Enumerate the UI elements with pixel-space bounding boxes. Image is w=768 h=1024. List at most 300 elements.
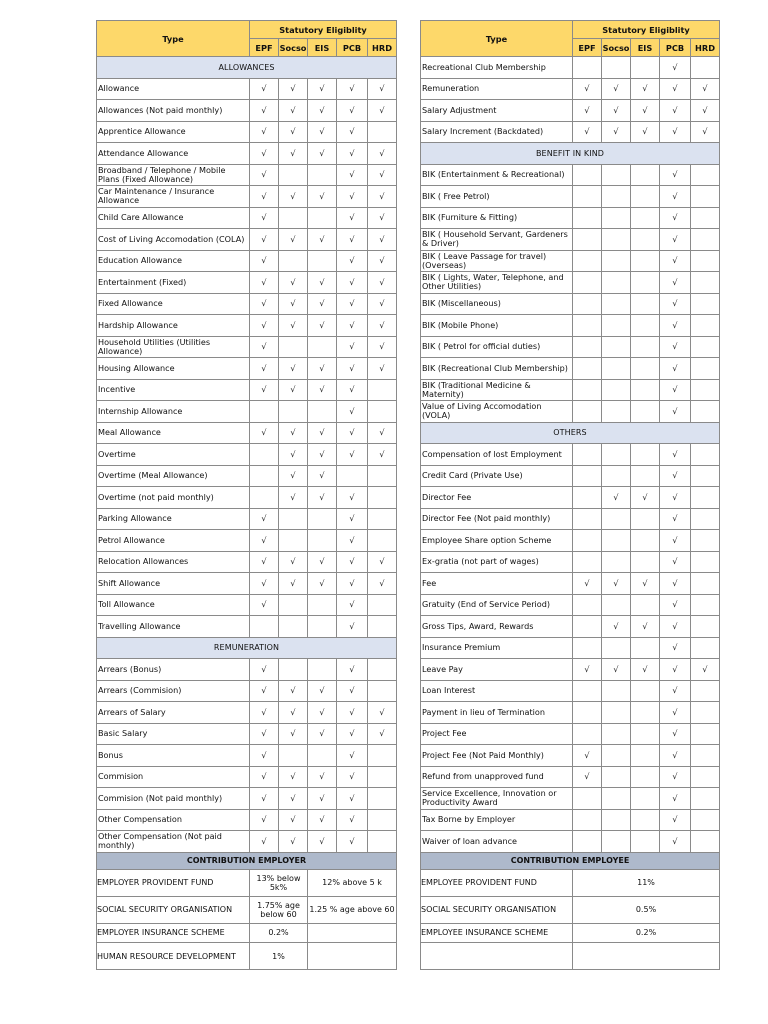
check-mark: √ xyxy=(660,229,691,251)
check-mark: √ xyxy=(573,100,602,122)
empty-cell xyxy=(631,702,660,724)
contribution-label: SOCIAL SECURITY ORGANISATION xyxy=(97,896,250,923)
row-type-label: BIK (Recreational Club Membership) xyxy=(421,358,573,380)
table-row xyxy=(421,229,720,251)
check-mark: √ xyxy=(660,788,691,810)
empty-cell xyxy=(279,207,308,229)
empty-cell xyxy=(279,745,308,767)
check-mark: √ xyxy=(631,121,660,143)
empty-cell xyxy=(602,831,631,853)
check-mark: √ xyxy=(660,594,691,616)
empty-cell xyxy=(573,508,602,530)
check-mark: √ xyxy=(660,530,691,552)
check-mark: √ xyxy=(660,358,691,380)
contribution-row xyxy=(421,943,720,970)
empty-cell xyxy=(631,680,660,702)
contribution-row xyxy=(421,923,720,943)
check-mark: √ xyxy=(279,766,308,788)
row-type-label: Recreational Club Membership xyxy=(421,57,573,79)
check-mark: √ xyxy=(337,573,368,595)
row-type-label: Incentive xyxy=(97,379,250,401)
table-row xyxy=(421,186,720,208)
left-eligibility-table xyxy=(96,20,397,970)
contribution-employee-title: CONTRIBUTION EMPLOYEE xyxy=(421,852,720,869)
contribution-label: EMPLOYEE INSURANCE SCHEME xyxy=(421,923,573,943)
check-mark: √ xyxy=(250,143,279,165)
table-row xyxy=(97,315,397,337)
right-table-body xyxy=(421,57,720,853)
check-mark: √ xyxy=(660,616,691,638)
empty-cell xyxy=(691,594,720,616)
row-type-label: Commision (Not paid monthly) xyxy=(97,788,250,810)
empty-cell xyxy=(573,293,602,315)
check-mark: √ xyxy=(250,723,279,745)
empty-cell xyxy=(631,551,660,573)
empty-cell xyxy=(631,229,660,251)
check-mark: √ xyxy=(660,745,691,767)
check-mark: √ xyxy=(250,831,279,853)
row-type-label: Cost of Living Accomodation (COLA) xyxy=(97,229,250,251)
empty-cell xyxy=(691,766,720,788)
empty-cell xyxy=(602,551,631,573)
contribution-label: EMPLOYER INSURANCE SCHEME xyxy=(97,923,250,943)
empty-cell xyxy=(308,508,337,530)
row-type-label: Waiver of loan advance xyxy=(421,831,573,853)
check-mark: √ xyxy=(660,336,691,358)
row-type-label: Petrol Allowance xyxy=(97,530,250,552)
check-mark: √ xyxy=(250,745,279,767)
empty-cell xyxy=(691,723,720,745)
contribution-value: 12% above 5 k xyxy=(308,869,397,896)
row-type-label: Toll Allowance xyxy=(97,594,250,616)
check-mark: √ xyxy=(279,680,308,702)
empty-cell xyxy=(573,207,602,229)
empty-cell xyxy=(691,186,720,208)
check-mark: √ xyxy=(660,207,691,229)
empty-cell xyxy=(308,659,337,681)
contribution-empty-cell xyxy=(308,923,397,943)
empty-cell xyxy=(368,401,397,423)
empty-cell xyxy=(368,465,397,487)
socso-header: Socso xyxy=(279,39,308,57)
row-type-label: Compensation of lost Employment xyxy=(421,444,573,466)
contribution-employer-title: CONTRIBUTION EMPLOYER xyxy=(97,852,397,869)
check-mark: √ xyxy=(250,680,279,702)
contribution-row xyxy=(97,923,397,943)
check-mark: √ xyxy=(279,100,308,122)
empty-cell xyxy=(368,659,397,681)
empty-cell xyxy=(602,530,631,552)
check-mark: √ xyxy=(250,250,279,272)
row-type-label: BIK (Furniture & Fitting) xyxy=(421,207,573,229)
check-mark: √ xyxy=(250,594,279,616)
check-mark: √ xyxy=(573,121,602,143)
contribution-employee-block xyxy=(421,852,720,970)
pcb-header: PCB xyxy=(337,39,368,57)
check-mark: √ xyxy=(573,659,602,681)
epf-header: EPF xyxy=(573,39,602,57)
empty-cell xyxy=(602,186,631,208)
row-type-label: Housing Allowance xyxy=(97,358,250,380)
check-mark: √ xyxy=(573,78,602,100)
table-row xyxy=(97,444,397,466)
empty-cell xyxy=(308,594,337,616)
table-row xyxy=(421,659,720,681)
empty-cell xyxy=(573,186,602,208)
empty-cell xyxy=(631,508,660,530)
check-mark: √ xyxy=(660,680,691,702)
empty-cell xyxy=(691,358,720,380)
row-type-label: Project Fee xyxy=(421,723,573,745)
empty-cell xyxy=(368,809,397,831)
section-row xyxy=(421,143,720,165)
check-mark: √ xyxy=(368,336,397,358)
check-mark: √ xyxy=(368,422,397,444)
empty-cell xyxy=(573,831,602,853)
row-type-label: BIK (Traditional Medicine & Maternity) xyxy=(421,379,573,401)
row-type-label: Car Maintenance / Insurance Allowance xyxy=(97,186,250,208)
row-type-label: Travelling Allowance xyxy=(97,616,250,638)
check-mark: √ xyxy=(660,809,691,831)
table-row xyxy=(421,573,720,595)
check-mark: √ xyxy=(308,121,337,143)
check-mark: √ xyxy=(337,659,368,681)
check-mark: √ xyxy=(660,164,691,186)
eis-header: EIS xyxy=(631,39,660,57)
row-type-label: Commision xyxy=(97,766,250,788)
table-row xyxy=(421,336,720,358)
empty-cell xyxy=(602,293,631,315)
contribution-value: 13% below 5k% xyxy=(250,869,308,896)
contribution-value: 0.2% xyxy=(250,923,308,943)
check-mark: √ xyxy=(337,680,368,702)
contribution-row xyxy=(421,896,720,923)
empty-cell xyxy=(602,465,631,487)
table-row xyxy=(97,530,397,552)
row-type-label: BIK ( Lights, Water, Telephone, and Other Utilities) xyxy=(421,272,573,294)
check-mark: √ xyxy=(660,573,691,595)
row-type-label: Other Compensation (Not paid monthly) xyxy=(97,831,250,853)
check-mark: √ xyxy=(250,573,279,595)
check-mark: √ xyxy=(250,508,279,530)
check-mark: √ xyxy=(308,487,337,509)
table-row xyxy=(97,164,397,186)
table-row xyxy=(421,702,720,724)
statutory-eligibility-header: Statutory Eligiblity xyxy=(250,21,397,39)
check-mark: √ xyxy=(337,508,368,530)
table-row xyxy=(421,487,720,509)
check-mark: √ xyxy=(691,121,720,143)
empty-cell xyxy=(691,745,720,767)
check-mark: √ xyxy=(279,422,308,444)
check-mark: √ xyxy=(308,809,337,831)
empty-cell xyxy=(573,229,602,251)
empty-cell xyxy=(602,702,631,724)
check-mark: √ xyxy=(250,100,279,122)
check-mark: √ xyxy=(337,250,368,272)
check-mark: √ xyxy=(660,121,691,143)
empty-cell xyxy=(250,487,279,509)
check-mark: √ xyxy=(691,78,720,100)
empty-cell xyxy=(368,379,397,401)
empty-cell xyxy=(368,680,397,702)
empty-cell xyxy=(602,207,631,229)
table-row xyxy=(97,229,397,251)
check-mark: √ xyxy=(250,315,279,337)
row-type-label: Project Fee (Not Paid Monthly) xyxy=(421,745,573,767)
table-row xyxy=(421,207,720,229)
empty-cell xyxy=(631,637,660,659)
check-mark: √ xyxy=(691,100,720,122)
empty-cell xyxy=(368,594,397,616)
empty-cell xyxy=(279,336,308,358)
check-mark: √ xyxy=(279,272,308,294)
contribution-value: 1.25 % age above 60 xyxy=(308,896,397,923)
check-mark: √ xyxy=(250,272,279,294)
empty-cell xyxy=(691,465,720,487)
check-mark: √ xyxy=(368,229,397,251)
empty-cell xyxy=(631,358,660,380)
empty-cell xyxy=(250,616,279,638)
table-row xyxy=(97,207,397,229)
check-mark: √ xyxy=(250,78,279,100)
table-row xyxy=(421,272,720,294)
empty-cell xyxy=(691,530,720,552)
row-type-label: Education Allowance xyxy=(97,250,250,272)
check-mark: √ xyxy=(308,78,337,100)
check-mark: √ xyxy=(631,100,660,122)
check-mark: √ xyxy=(368,143,397,165)
check-mark: √ xyxy=(337,551,368,573)
empty-cell xyxy=(573,637,602,659)
table-row xyxy=(421,379,720,401)
table-row xyxy=(421,745,720,767)
check-mark: √ xyxy=(279,465,308,487)
empty-cell xyxy=(691,702,720,724)
row-type-label: Basic Salary xyxy=(97,723,250,745)
table-row xyxy=(97,745,397,767)
row-type-label: Entertainment (Fixed) xyxy=(97,272,250,294)
check-mark: √ xyxy=(279,487,308,509)
row-type-label: Salary Increment (Backdated) xyxy=(421,121,573,143)
empty-cell xyxy=(279,659,308,681)
empty-cell xyxy=(631,250,660,272)
empty-cell xyxy=(631,293,660,315)
row-type-label: Loan Interest xyxy=(421,680,573,702)
check-mark: √ xyxy=(279,78,308,100)
table-row xyxy=(97,831,397,853)
check-mark: √ xyxy=(660,379,691,401)
empty-cell xyxy=(368,766,397,788)
empty-cell xyxy=(631,379,660,401)
check-mark: √ xyxy=(279,809,308,831)
table-row xyxy=(97,78,397,100)
check-mark: √ xyxy=(660,702,691,724)
check-mark: √ xyxy=(660,508,691,530)
check-mark: √ xyxy=(660,831,691,853)
check-mark: √ xyxy=(308,100,337,122)
empty-cell xyxy=(573,788,602,810)
empty-cell xyxy=(691,336,720,358)
check-mark: √ xyxy=(250,788,279,810)
check-mark: √ xyxy=(279,831,308,853)
check-mark: √ xyxy=(660,723,691,745)
empty-cell xyxy=(631,444,660,466)
table-row xyxy=(421,680,720,702)
table-row xyxy=(421,444,720,466)
check-mark: √ xyxy=(337,594,368,616)
check-mark: √ xyxy=(250,379,279,401)
empty-cell xyxy=(250,444,279,466)
check-mark: √ xyxy=(250,121,279,143)
empty-cell xyxy=(368,508,397,530)
check-mark: √ xyxy=(250,766,279,788)
row-type-label: Overtime (Meal Allowance) xyxy=(97,465,250,487)
check-mark: √ xyxy=(337,723,368,745)
empty-cell xyxy=(602,508,631,530)
empty-cell xyxy=(308,250,337,272)
check-mark: √ xyxy=(337,336,368,358)
table-row xyxy=(421,788,720,810)
empty-cell xyxy=(602,57,631,79)
empty-cell xyxy=(573,336,602,358)
check-mark: √ xyxy=(660,293,691,315)
row-type-label: Arrears of Salary xyxy=(97,702,250,724)
row-type-label: Payment in lieu of Termination xyxy=(421,702,573,724)
table-row xyxy=(421,616,720,638)
table-row xyxy=(97,186,397,208)
check-mark: √ xyxy=(368,551,397,573)
check-mark: √ xyxy=(250,702,279,724)
check-mark: √ xyxy=(337,530,368,552)
check-mark: √ xyxy=(602,100,631,122)
empty-cell xyxy=(691,809,720,831)
row-type-label: BIK ( Household Servant, Gardeners & Driver) xyxy=(421,229,573,251)
table-row xyxy=(421,723,720,745)
check-mark: √ xyxy=(368,272,397,294)
row-type-label: Insurance Premium xyxy=(421,637,573,659)
empty-cell xyxy=(573,702,602,724)
row-type-label: Tax Borne by Employer xyxy=(421,809,573,831)
table-row xyxy=(97,766,397,788)
empty-cell xyxy=(691,293,720,315)
empty-cell xyxy=(691,637,720,659)
right-table-header xyxy=(421,21,720,57)
check-mark: √ xyxy=(368,444,397,466)
table-row xyxy=(421,530,720,552)
table-row xyxy=(421,78,720,100)
empty-cell xyxy=(368,831,397,853)
table-row xyxy=(421,809,720,831)
empty-cell xyxy=(631,186,660,208)
section-title: OTHERS xyxy=(421,422,720,444)
row-type-label: Fixed Allowance xyxy=(97,293,250,315)
table-row xyxy=(421,766,720,788)
empty-cell xyxy=(573,358,602,380)
check-mark: √ xyxy=(337,186,368,208)
check-mark: √ xyxy=(250,229,279,251)
pcb-header: PCB xyxy=(660,39,691,57)
table-row xyxy=(421,358,720,380)
empty-cell xyxy=(691,164,720,186)
check-mark: √ xyxy=(602,78,631,100)
check-mark: √ xyxy=(308,723,337,745)
empty-cell xyxy=(308,207,337,229)
empty-cell xyxy=(602,766,631,788)
table-row xyxy=(97,465,397,487)
empty-cell xyxy=(631,745,660,767)
empty-cell xyxy=(691,207,720,229)
section-row xyxy=(97,637,397,659)
row-type-label: Gross Tips, Award, Rewards xyxy=(421,616,573,638)
check-mark: √ xyxy=(250,551,279,573)
contribution-value: 0.2% xyxy=(573,923,720,943)
check-mark: √ xyxy=(250,530,279,552)
row-type-label: Ex-gratia (not part of wages) xyxy=(421,551,573,573)
check-mark: √ xyxy=(337,379,368,401)
empty-cell xyxy=(602,272,631,294)
check-mark: √ xyxy=(337,444,368,466)
empty-cell xyxy=(368,788,397,810)
row-type-label: Allowance xyxy=(97,78,250,100)
check-mark: √ xyxy=(337,831,368,853)
contribution-value: 1% xyxy=(250,943,308,970)
check-mark: √ xyxy=(279,788,308,810)
check-mark: √ xyxy=(660,487,691,509)
epf-header: EPF xyxy=(250,39,279,57)
table-row xyxy=(97,100,397,122)
empty-cell xyxy=(631,723,660,745)
row-type-label: Arrears (Bonus) xyxy=(97,659,250,681)
empty-cell xyxy=(279,594,308,616)
empty-cell xyxy=(602,229,631,251)
empty-cell xyxy=(573,57,602,79)
empty-cell xyxy=(308,745,337,767)
row-type-label: Apprentice Allowance xyxy=(97,121,250,143)
check-mark: √ xyxy=(660,401,691,423)
check-mark: √ xyxy=(368,100,397,122)
empty-cell xyxy=(279,530,308,552)
check-mark: √ xyxy=(368,78,397,100)
empty-cell xyxy=(573,680,602,702)
check-mark: √ xyxy=(337,766,368,788)
check-mark: √ xyxy=(660,78,691,100)
check-mark: √ xyxy=(308,788,337,810)
empty-cell xyxy=(631,530,660,552)
empty-cell xyxy=(573,164,602,186)
check-mark: √ xyxy=(660,315,691,337)
row-type-label: Child Care Allowance xyxy=(97,207,250,229)
table-row xyxy=(97,594,397,616)
row-type-label: Overtime xyxy=(97,444,250,466)
empty-cell xyxy=(368,487,397,509)
row-type-label: BIK ( Leave Passage for travel) (Overseas) xyxy=(421,250,573,272)
empty-cell xyxy=(631,164,660,186)
row-type-label: Remuneration xyxy=(421,78,573,100)
empty-cell xyxy=(573,315,602,337)
check-mark: √ xyxy=(337,809,368,831)
check-mark: √ xyxy=(337,100,368,122)
check-mark: √ xyxy=(631,573,660,595)
check-mark: √ xyxy=(337,358,368,380)
check-mark: √ xyxy=(691,659,720,681)
empty-cell xyxy=(631,788,660,810)
empty-cell xyxy=(691,487,720,509)
check-mark: √ xyxy=(337,745,368,767)
empty-cell xyxy=(573,551,602,573)
empty-cell xyxy=(250,465,279,487)
check-mark: √ xyxy=(337,78,368,100)
